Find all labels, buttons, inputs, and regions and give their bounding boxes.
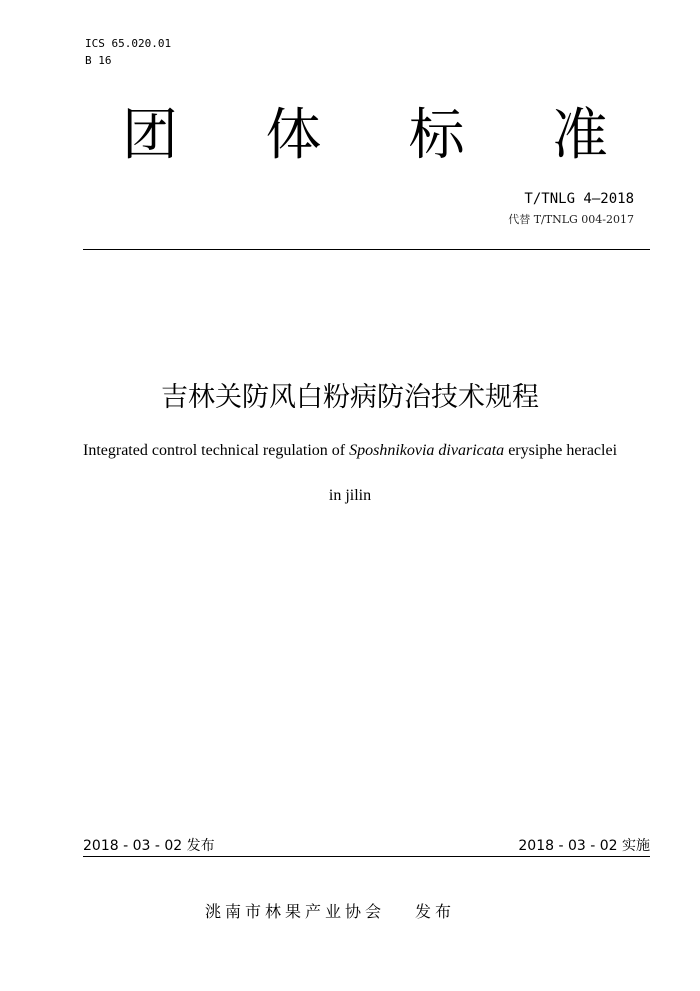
release-date: 2018 - 03 - 02 发布 bbox=[83, 838, 215, 854]
standard-number: T/TNLG 4—2018 bbox=[524, 191, 634, 207]
publisher-line bbox=[205, 901, 455, 923]
title-en-text: Integrated control technical regulation of bbox=[82, 442, 350, 459]
document-title-en bbox=[0, 441, 700, 461]
standard-type-char: 标 bbox=[408, 103, 465, 168]
document-title-cn: 吉林关防风白粉病防治技术规程 bbox=[161, 382, 539, 413]
standard-type-title bbox=[110, 104, 620, 168]
header-divider bbox=[83, 249, 650, 250]
footer-divider bbox=[83, 856, 650, 857]
title-en-text: erysiphe heraclei bbox=[504, 442, 618, 459]
effective-date: 2018 - 03 - 02 实施 bbox=[518, 838, 650, 854]
standard-type-char: 团 bbox=[122, 103, 178, 168]
issue-label: 发布 bbox=[415, 902, 456, 921]
classification-code: B 16 bbox=[85, 54, 112, 67]
standard-type-char: 准 bbox=[551, 103, 608, 168]
replaces-standard: 代替 T/TNLG 004-2017 bbox=[508, 213, 634, 226]
ics-code: ICS 65.020.01 bbox=[85, 37, 172, 50]
publisher-name: 洮南市林果产业协会 bbox=[205, 902, 386, 921]
document-title-en-line2: in jilin bbox=[328, 487, 372, 504]
title-en-species: Sposhnikovia divaricata bbox=[349, 442, 505, 459]
standard-type-char: 体 bbox=[265, 103, 322, 168]
